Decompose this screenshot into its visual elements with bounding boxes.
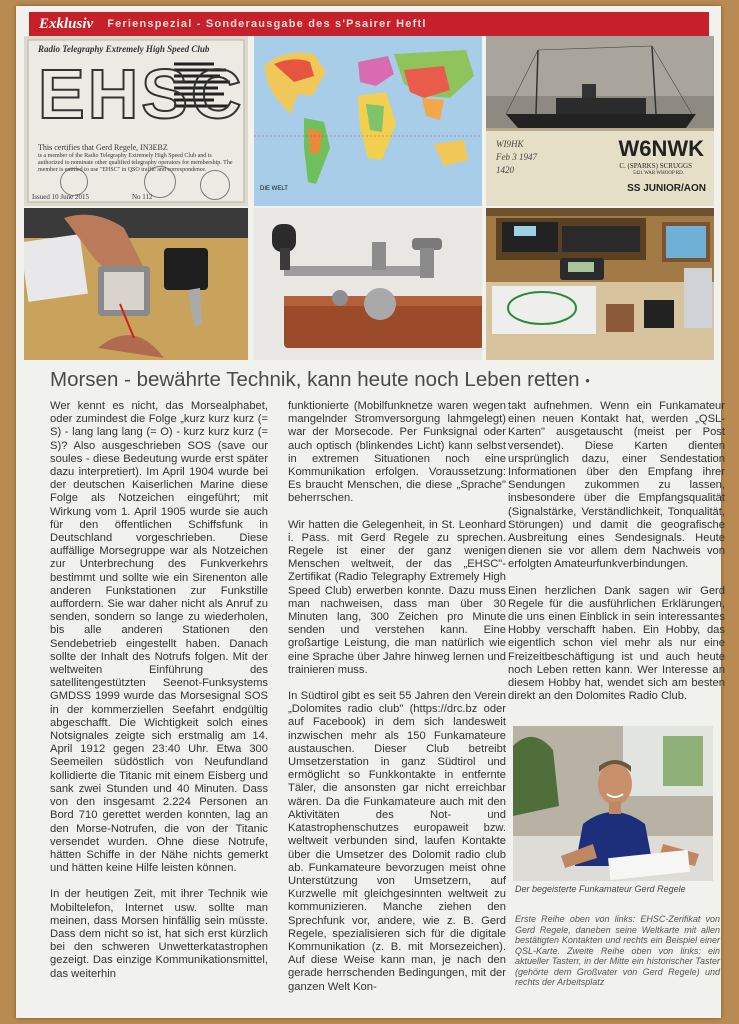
certificate-callsign: EHSC [38, 55, 245, 133]
world-map-photo [254, 36, 482, 206]
portrait-caption: Der begeisterte Funkamateur Gerd Regele [515, 884, 686, 894]
article-paragraph: Einen herzlichen Dank sagen wir Gerd Regele für die ausführlichen Erklärungen, die uns einen Einblick in sein interessantes Hobby verschafft haben. Ein Hobby, das eigentlich schon viel mehr als nur eine Freizeitbeschäftigung ist und auch heute noch Leben retten kann. Wer Interesse an diesem Hobby hat, wendet sich am besten direkt an den Dolomites Radio Club. [508, 584, 725, 703]
qsl-ship-graphic [486, 36, 714, 206]
article-paragraph: Wir hatten die Gelegenheit, in St. Leonhard i. Pass. mit Gerd Regele zu sprechen. Regele ist einer der ganz wenigen Menschen weltweit, der das „EHSC"-Zertifikat (Radio Telegraphy Extremely High Speed Club) erwerben konnte. Dazu muss man nachweisen, dass man über 30 Minuten lang, 300 Zeichen pro Minute senden und verstehen kann. Eine großartige Leistung, die man natürlich wie eine Sprache über Jahre hinweg lernen und trainieren muss. [288, 518, 506, 676]
headline-text: Morsen - bewährte Technik, kann heute noch Leben retten [50, 368, 580, 391]
map-title-label: DIE WELT [260, 186, 288, 192]
portrait-photo [513, 726, 713, 881]
article-paragraph: takt aufnehmen. Wenn ein Funkamateur einen neuen Kontakt hat, werden „QSL-Karten" ausgetauscht (meist per Post versendet). Diese Karten dienten ursprünglich dazu, einer Sendestation Informationen über den Empfang ihrer Sendungen zukommen zu lassen, insbesondere über die Empfangsqualität (Signalstärke, Verständlichkeit, Tonqualität, Störungen) und damit die geografische Ausbreitung eines Sendesignals. Heute dienen sie vor allem dem Nachweis von erfolgten Amateurfunkverbindungen. [508, 400, 725, 571]
historic-morse-key-photo [254, 208, 482, 360]
photo-captions-note: Erste Reihe oben von links: EHSC-Zerifikat von Gerd Regele, daneben seine Weltkarte mit allen bestätigten Kontakten und rechts ein Beispiel einer QSL-Karte. Zweite Reihe oben von links: ein aktueller Tasterr, in der Mitte ein historischer Taster (gehörte dem Großvater von Gerd Regele) und rechts der Arbeitsplatz [515, 914, 720, 987]
certificate-issued-date: Issued 10 June 2015 [32, 193, 89, 201]
ehsc-certificate-photo [24, 36, 248, 206]
historic-key-graphic [254, 208, 482, 360]
certificate-club-name: Radio Telegraphy Extremely High Speed Club [38, 44, 210, 54]
qsl-handwriting: WI9HK Feb 3 1947 1420 [496, 139, 537, 175]
qsl-card-photo [486, 36, 714, 206]
certificate-body-text: is a member of the Radio Telegraphy Extremely High Speed Club and is authorized to nominate other qualified telegraphy operators for membership. The member is entitled to use "EHSC" in QSO traffic and correspondence. [38, 153, 233, 173]
modern-morse-key-photo [24, 208, 248, 360]
magazine-page [16, 6, 725, 1018]
headline-bullet: • [585, 373, 590, 389]
radio-workstation-photo [486, 208, 714, 360]
article-paragraph: Wer kennt es nicht, das Morsealphabet, oder zumindest die Folge „kurz kurz kurz (= S) - lang lang lang (= O) - kurz kurz kurz (= S)? Also ausgeschrieben SOS (save our soules - diese Bedeutung wurde erst später dazu interpretiert). Im April 1904 wurde bei der deutschen Kaiserlichen Marine diese Folge als Notzeichen eingeführt; mit Wirkung vom 1. April 1905 wurde sie auch für den öffentlichen Schiffsfunk in Deutschland vorgeschrieben. Diese auffällige Morsegruppe war als Notzeichen zur Unterbrechung des Funkverkehrs bestimmt und sollte wie ein Sirenenton alle anderen Funkstationen zur Funkstille auffordern. Sie war daher nicht als Anruf zu senden, sondern so lange zu wiederholen, bis alle anderen Stationen den Sendebetrieb eingestellt haben. Danach sollte der Inhalt des Notrufs folgen. Mit der weltweiten Einführung des satellitengestützten Seenot-Funksystems GMDSS 1999 wurde das Morsesignal SOS in der kommerziellen Seefahrt endgültig abgeschafft. Die Wichtigkeit solch eines Notsignales zeigte sich erstmalig am 14. April 1912 gegen 23:40 Uhr. Etwa 300 Seemeilen südöstlich von Neufundland kollidierte die Titanic mit einem Eisberg und sank zwei Stunden und 40 Minuten. Dass von den insgesamt 2.224 Personen an Bord 710 gerettet werden konnten, lag an den Morse-Notrufen, die von der Titanic versendet wurden. Ohne diese Notrufe, hätten Schiffe in der Nähe nichts gemerkt und hätten keine Hilfe leisten können. [50, 400, 268, 875]
banner-kicker: Exklusiv [39, 15, 94, 32]
workstation-graphic [486, 208, 714, 360]
certificate-holder-line: This certifies that Gerd Regele, IN3EBZ [38, 143, 168, 152]
qsl-operator-name: C. (SPARKS) SCRUGGS [619, 162, 692, 170]
qsl-address: 5421 WAR WHOOP RD. [632, 171, 684, 176]
article-headline [50, 368, 710, 392]
article-paragraph: funktionierte (Mobilfunknetze waren wegen mangelnder Stromversorgung lahmgelegt) war der Morsecode. Per Funksignal oder auch optisch (blinkendes Licht) kann selbst in extremen Situationen noch eine Kommunikation erfolgen. Voraussetzung: Es braucht Menschen, die diese „Sprache" beherrschen. [288, 400, 506, 505]
article-column-1 [50, 400, 268, 994]
banner-subtitle: Ferienspezial - Sonderausgabe des s'Psairer Heftl [107, 18, 427, 30]
modern-key-graphic [24, 208, 248, 360]
article-column-3 [508, 400, 725, 716]
qsl-ship-name: SS JUNIOR/AON [627, 183, 706, 194]
article-column-2 [288, 400, 506, 1007]
portrait-graphic [513, 726, 713, 881]
certificate-seal-icon [200, 170, 230, 200]
article-paragraph: In Südtirol gibt es seit 55 Jahren den Verein „Dolomites radio club" (https://drc.bz oder auf Facebook) in dem sich landesweit inzwischen mehr als 150 Funkamateure austauschen. Dieser Club betreibt Umsetzerstation in ganz Südtirol und ermöglicht so Funkkontakte in entfernte Täler, die ansonsten gar nicht erreichbar wären. Da die Funkamateure auch mit den Aktivitäten des Not- und Katastrophenschutzes europaweit bzw. weltweit verbunden sind, laufen Kontakte über die Umsetzer des Dolomit radio club ab. Funkamateure bevorzugen meist ohne Unterstützung von Umsetzern, auf Kurzwelle mit gleichgesinnten weltweit zu kommunizieren. Manche ziehen den Sprechfunk vor, andere, wie z. B. Gerd Regele, spezialisieren sich für die digitale Kommunikation (z. B. mit Morsezeichen). Auf diese Weise kann man, je nach den gerade herrschenden Bedingungen, mit der ganzen Welt Kon- [288, 690, 506, 993]
header-banner [29, 12, 709, 36]
certificate-seal-icon [60, 168, 88, 196]
qsl-callsign: W6NWK [618, 136, 704, 161]
world-map-graphic [254, 36, 482, 206]
article-paragraph: In der heutigen Zeit, mit ihrer Technik wie Mobiltelefon, Internet usw. sollte man meinen, dass Morsen hinfällig sein müsste. Dass dem nicht so ist, hat sich erst kürzlich bei den schweren Unwetterkatastrophen gezeigt. Das einzige Kommunikationsmittel, das weiterhin [50, 888, 268, 980]
certificate-number: No 112 [132, 193, 153, 201]
